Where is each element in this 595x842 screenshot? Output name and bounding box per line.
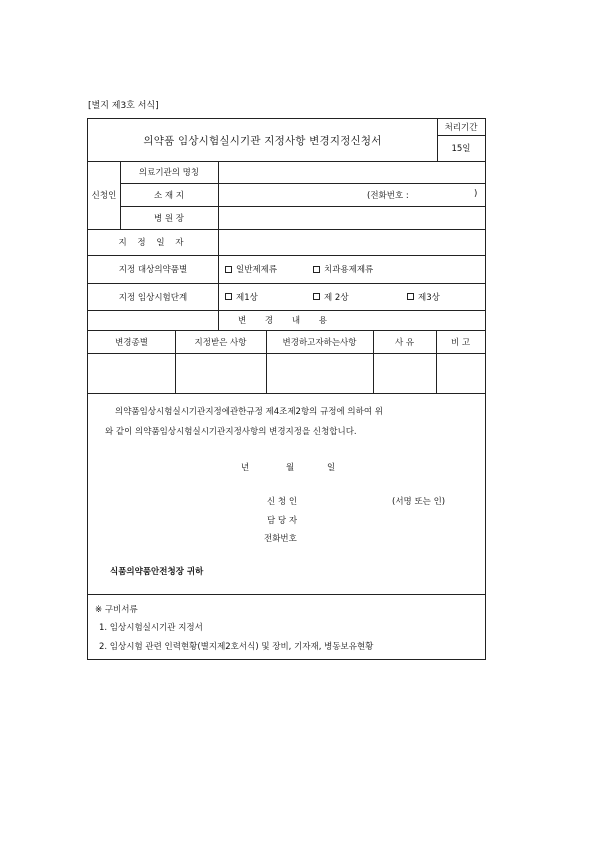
signature-note: (서명 또는 인): [392, 497, 446, 507]
col-requested-change: 변경하고자하는사항: [282, 337, 357, 348]
required-document-item: 1. 임상시험실시기관 지정서: [99, 623, 203, 633]
signature-applicant-label: 신 청 인: [267, 497, 298, 507]
application-form: [87, 118, 486, 660]
option-phase-3[interactable]: 제3상: [407, 283, 440, 310]
required-documents-header: ※ 구비서류: [95, 605, 138, 615]
option-general-drug[interactable]: 일반제제류: [225, 255, 277, 283]
checkbox-icon: [313, 293, 320, 300]
col-reason: 사 유: [394, 337, 415, 348]
remarks-cell[interactable]: [437, 353, 485, 393]
institution-name-label: 의료기관의 명칭: [138, 168, 200, 178]
reason-cell[interactable]: [374, 353, 436, 393]
phone-close: ): [474, 189, 478, 199]
processing-period-value: 15일: [451, 144, 471, 154]
checkbox-icon: [407, 293, 414, 300]
director-field[interactable]: [219, 206, 485, 229]
designated-item-cell[interactable]: [176, 353, 266, 393]
statement-line-2: 와 같이 의약품임상시험실시기관지정사항의 변경지정을 신청합니다.: [105, 427, 357, 437]
requested-change-cell[interactable]: [267, 353, 373, 393]
option-phase-1[interactable]: 제1상: [225, 283, 258, 310]
designation-date-label: 지 정 일 자: [118, 238, 188, 248]
signature-manager-label: 담 당 자: [267, 516, 298, 526]
phase-label: 지정 임상시험단계: [118, 292, 188, 303]
addressee: 식품의약품안전청장 귀하: [110, 567, 204, 577]
applicant-label: 신청인: [91, 191, 117, 201]
director-label: 병 원 장: [153, 213, 185, 224]
signature-phone-label: 전화번호: [264, 534, 297, 544]
date-month: 월: [286, 463, 295, 473]
form-title: 의약품 임상시험실시기관 지정사항 변경지정신청서: [143, 134, 382, 147]
phone-label: (전화번호 :: [367, 191, 409, 201]
processing-period-label: 처리기간: [444, 123, 478, 133]
checkbox-icon: [313, 266, 320, 273]
statement-line-1: 의약품임상시험실시기관지정에관한규정 제4조제2항의 규정에 의하여 위: [115, 407, 383, 417]
designation-date-field[interactable]: [219, 229, 485, 255]
change-type-cell[interactable]: [88, 353, 175, 393]
checkbox-icon: [225, 293, 232, 300]
institution-name-field[interactable]: [219, 161, 485, 183]
date-day: 일: [327, 463, 336, 473]
required-document-item: 2. 임상시험 관련 인력현황(별지제2호서식) 및 장비, 기자재, 병동보유현황: [99, 642, 374, 652]
form-number-label: [별지 제3호 서식]: [88, 101, 159, 111]
drug-type-label: 지정 대상의약품별: [118, 265, 188, 275]
address-label: 소 재 지: [153, 190, 185, 201]
date-year: 년: [241, 463, 250, 473]
col-designated-item: 지정받은 사항: [194, 337, 247, 348]
change-content-header: 변 경 내 용: [238, 316, 335, 326]
address-field[interactable]: [219, 183, 485, 206]
option-dental-drug[interactable]: 치과용제제류: [313, 255, 373, 283]
checkbox-icon: [225, 266, 232, 273]
col-remarks: 비 고: [450, 337, 471, 348]
col-change-type: 변경종별: [115, 337, 148, 348]
option-phase-2[interactable]: 제 2상: [313, 283, 349, 310]
